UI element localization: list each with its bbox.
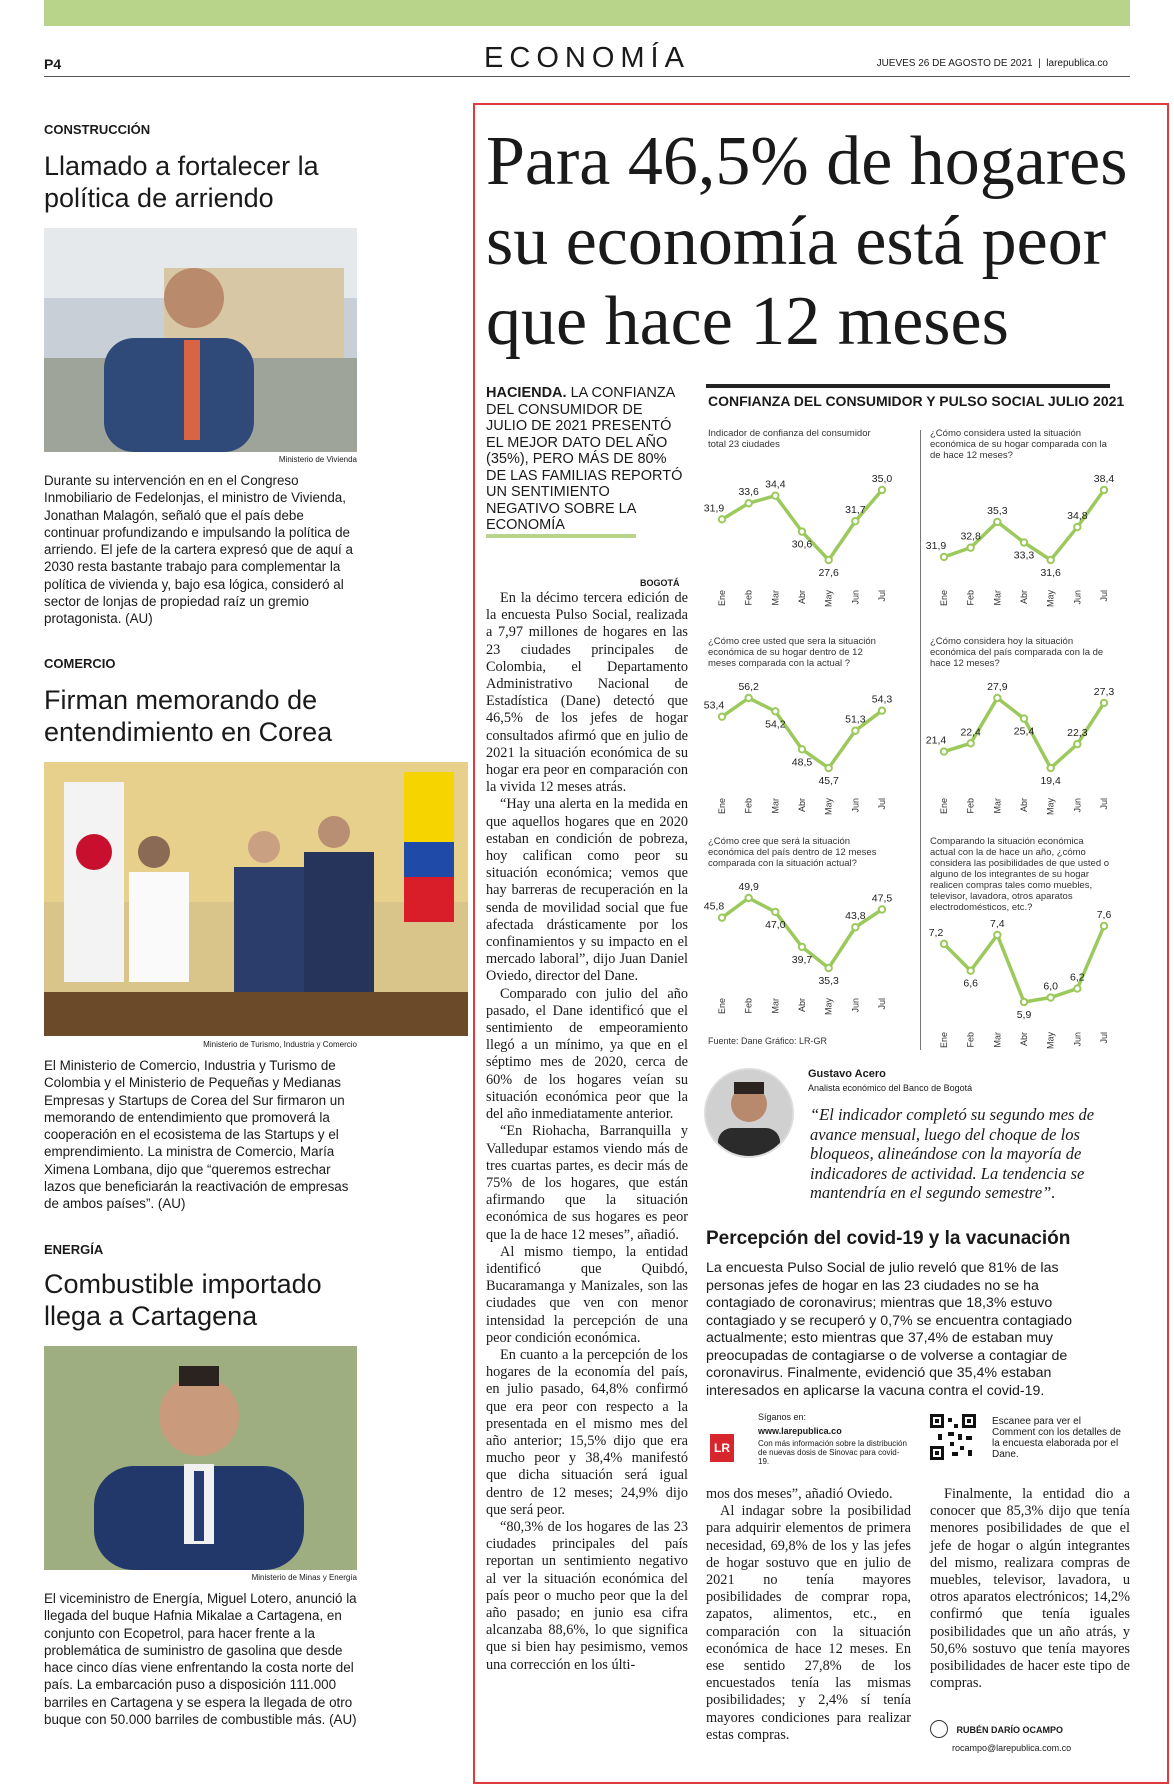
data-point	[825, 765, 831, 771]
line-chart-5	[703, 836, 896, 1036]
x-tick-label: Feb	[743, 798, 754, 814]
paragraph: Al mismo tiempo, la entidad identificó que Quibdó, Bucaramanga y Manizales, son las ciudades que ven con menor intensidad la percepción de una peor condición económica.	[486, 1243, 688, 1346]
top-color-bar	[44, 0, 1130, 26]
data-label: 47,0	[765, 918, 786, 931]
chart-question: Comparando la situación económica actual con la de hace un año, ¿cómo considera las posibilidades de que usted o alguno de los integrantes de su hogar realicen compras tales como muebles, televisor, lavadora, otros aparatos electrodomésticos, etc.?	[930, 836, 1110, 913]
line-chart-1	[703, 428, 896, 628]
data-label: 38,4	[1093, 473, 1115, 485]
x-tick-label: Jul	[1099, 1032, 1109, 1044]
x-tick-label: Jun	[850, 998, 861, 1013]
comment-icon	[930, 1720, 948, 1738]
x-tick-label: Mar	[770, 998, 781, 1014]
data-point	[1047, 765, 1053, 771]
x-tick-label: Mar	[770, 798, 781, 814]
data-label: 49,9	[738, 881, 759, 893]
data-label: 27,3	[1093, 685, 1115, 698]
line-chart-6	[928, 836, 1118, 1056]
x-tick-label: Ene	[939, 590, 949, 607]
data-point	[719, 713, 725, 719]
data-point	[1021, 999, 1027, 1005]
data-point	[1101, 700, 1107, 706]
data-label: 51,3	[845, 713, 866, 726]
kicker-energia: ENERGÍA	[44, 1242, 104, 1257]
deck	[486, 385, 686, 534]
kicker-construccion: CONSTRUCCIÓN	[44, 122, 151, 137]
quote-text: “El indicador completó su segundo mes de avance mensual, luego del choque de los bloqueos, alineándose con la mayoría de indicadores de actividad. La tendencia se mantendría en el segundo semestre”.	[810, 1105, 1095, 1202]
x-tick-label: Abr	[797, 798, 807, 813]
byline	[930, 1720, 1071, 1756]
data-point	[852, 518, 858, 524]
date-text: JUEVES 26 DE AGOSTO DE 2021	[876, 58, 1033, 69]
chart-top-rule	[706, 384, 1110, 388]
data-label: 7,2	[928, 926, 944, 939]
photo-corea-signing	[44, 762, 468, 1036]
data-point	[967, 968, 973, 974]
data-point	[941, 941, 947, 947]
data-label: 31,9	[925, 539, 947, 552]
data-point	[1047, 994, 1053, 1000]
paragraph: Comparado con julio del año pasado, el Dane identificó que el sentimiento de empeoramiento llegó a un mínimo, ya que en el séptimo mes de 2020, cerca de 60% de los hogares veían su situación económica peor que la del año inmediatamente anterior.	[486, 985, 688, 1123]
x-tick-label: Feb	[965, 590, 976, 606]
x-tick-label: May	[1045, 798, 1056, 816]
data-point	[967, 544, 973, 550]
x-tick-label: May	[823, 998, 834, 1016]
data-label: 7,6	[1096, 909, 1112, 921]
data-label: 27,9	[987, 681, 1008, 693]
quote-role: Analista económico del Banco de Bogotá	[808, 1083, 973, 1093]
data-label: 45,7	[818, 775, 839, 787]
body-column-1	[486, 590, 688, 1674]
data-label: 33,6	[738, 486, 759, 499]
credit-energia: Ministerio de Minas y Energía	[251, 1573, 357, 1582]
x-tick-label: Abr	[797, 590, 807, 605]
x-tick-label: Jun	[1072, 798, 1083, 813]
data-point	[1021, 539, 1027, 545]
deck-text: LA CONFIANZA DEL CONSUMIDOR DE JULIO DE 2021 PRESENTÓ EL MEJOR DATO DEL AÑO (35%), PERO MÁS DE 80% DE LAS FAMILIAS REPORTÓ UN SENTIMIENTO NEGATIVO SOBRE LA ECONOMÍA	[486, 385, 683, 533]
x-tick-label: May	[1045, 1032, 1056, 1050]
data-label: 31,6	[1040, 567, 1061, 579]
data-label: 45,8	[703, 900, 725, 913]
chart-source: Fuente: Dane Gráfico: LR-GR	[708, 1036, 828, 1046]
x-tick-label: Jul	[1099, 590, 1109, 602]
paragraph: Al indagar sobre la posibilidad para adquirir elementos de primera necesidad, 69,8% de los y las jefes de hogar sostuvo que en julio de 2021 no tenía mayores posibilidades de comprar ropa, zapatos, alimentos, etc., en comparación con la situación económica de hace 12 meses. En ese sentido 27,8% de los encuestados tenía las mismas posibilidades; y 2,4% sí tenía mayores condiciones para realizar estas compras.	[706, 1503, 911, 1743]
data-label: 54,3	[871, 693, 893, 706]
data-label: 19,4	[1040, 775, 1061, 787]
section-title: ECONOMÍA	[484, 42, 690, 74]
paragraph: Finalmente, la entidad dio a conocer que 85,3% dijo que tenía menores posibilidades de que el jefe de hogar o algún integrantes del mismo, realizara compras de muebles, televisor, lavadora, u otros aparatos electrónicos; 14,2% confirmó que tenía iguales posibilidades que un año atrás, y 50,6% sostuvo que tenía mayores posibilidades de hacer este tipo de compras.	[930, 1486, 1130, 1692]
kicker-comercio: COMERCIO	[44, 656, 116, 671]
main-headline: Para 46,5% de hogares su economía está peor que hace 12 meses	[486, 123, 1128, 360]
data-label: 35,3	[987, 504, 1008, 517]
headline-comercio: Firman memorando de entendimiento en Corea	[44, 685, 333, 747]
data-point	[967, 740, 973, 746]
data-label: 53,4	[703, 699, 725, 712]
photo-minister-vivienda	[44, 228, 357, 452]
data-point	[772, 708, 778, 714]
headline-energia: Combustible importado llega a Cartagena	[44, 1269, 322, 1331]
chart-divider	[920, 430, 921, 1050]
byline-email: rocampo@larepublica.com.co	[952, 1743, 1072, 1754]
deck-rule	[486, 534, 636, 538]
data-point	[852, 924, 858, 930]
data-label: 31,9	[703, 502, 725, 515]
location-tag: BOGOTÁ	[640, 578, 680, 588]
data-point	[941, 554, 947, 560]
data-point	[1074, 741, 1080, 747]
data-label: 6,0	[1043, 980, 1058, 993]
x-tick-label: Jun	[1072, 1032, 1083, 1047]
data-point	[799, 528, 805, 534]
paragraph: “Hay una alerta en la medida en que aquellos hogares que en 2020 estaban en condición de pobreza, hoy califican como peor su situación económica; vemos que hay barreras de recuperación en la senda de movilidad social que fue afectada drásticamente por los confinamientos y su impacto en el mercado laboral”, dijo Juan Daniel Oviedo, director del Dane.	[486, 796, 688, 985]
data-label: 6,6	[963, 977, 978, 990]
x-tick-label: Ene	[717, 998, 727, 1015]
chart-svg	[925, 636, 1118, 866]
data-point	[879, 906, 885, 912]
chart-svg	[928, 836, 1118, 1066]
line-chart-4	[925, 636, 1118, 836]
data-point	[1074, 524, 1080, 530]
quote-name: Gustavo Acero	[808, 1068, 886, 1080]
data-point	[772, 909, 778, 915]
data-label: 6,2	[1070, 971, 1085, 984]
x-tick-label: Ene	[717, 590, 727, 607]
data-label: 56,2	[738, 681, 759, 693]
follow-note: Con más información sobre la distribución de nuevas dosis de Sinovac para covid-19.	[758, 1439, 907, 1466]
x-tick-label: Mar	[992, 798, 1003, 814]
x-tick-label: Jul	[877, 798, 887, 810]
deck-kicker: HACIENDA.	[486, 385, 567, 401]
chart-svg	[703, 836, 896, 1066]
data-label: 54,2	[765, 718, 786, 731]
paragraph: “80,3% de los hogares de las 23 ciudades principales del país reportan un sentimiento negativo al ver la situación económica del país peor o mucho peor que la del año pasado; en junio esa cifra alcanzaba 88,6%, lo que significa que si bien hay pesimismo, vemos una corrección en los últi-	[486, 1518, 688, 1673]
dateline: JUEVES 26 DE AGOSTO DE 2021 | larepublica.co	[876, 58, 1108, 69]
data-label: 25,4	[1013, 725, 1035, 738]
chart-svg	[703, 636, 896, 866]
x-tick-label: Jun	[1072, 590, 1083, 605]
page-number: P4	[44, 56, 62, 72]
data-label: 35,3	[818, 975, 839, 987]
x-tick-label: Jun	[850, 798, 861, 813]
x-tick-label: Mar	[992, 1032, 1003, 1048]
covid-title: Percepción del covid-19 y la vacunación	[706, 1228, 1071, 1249]
chart-svg	[925, 428, 1118, 658]
x-tick-label: Mar	[992, 590, 1003, 606]
avatar	[704, 1068, 794, 1158]
data-label: 34,4	[765, 478, 786, 491]
data-label: 22,4	[960, 726, 981, 739]
line-chart-2	[925, 428, 1118, 628]
chart-question: ¿Cómo cree usted que sera la situación económica de su hogar dentro de 12 meses comparada con la actual ?	[708, 636, 876, 669]
follow-site[interactable]: www.larepublica.co	[758, 1426, 842, 1436]
data-label: 47,5	[871, 892, 893, 905]
data-label: 22,3	[1067, 727, 1088, 740]
chart-question: ¿Cómo cree que será la situación económica del país dentro de 12 meses comparada con la situación actual?	[708, 836, 877, 869]
follow-box	[706, 1412, 1126, 1492]
data-point	[879, 487, 885, 493]
chart-question: ¿Cómo considera hoy la situación económica del país comparada con la de hace 12 meses?	[930, 636, 1104, 669]
credit-comercio: Ministerio de Turismo, Industria y Comercio	[203, 1040, 357, 1049]
headline-construccion: Llamado a fortalecer la política de arriendo	[44, 151, 319, 213]
covid-text: La encuesta Pulso Social de julio reveló que 81% de las personas jefes de hogar en las 23 ciudades no se ha contagiado de coronavirus; mientras que 18,3% estuvo contagiado y se recuperó y 0,7% se encuentra contagiado actualmente; esto mientras que 37,4% de estaban muy preocupadas de contagiarse o de volverse a contagiar de coronavirus. Finalmente, evidenció que 35,4% estaban interesados en aplicarse la vacuna contra el covid-19.	[706, 1260, 1072, 1399]
text-energia: El viceministro de Energía, Miguel Lotero, anunció la llegada del buque Hafnia Mikalae a Cartagena, en conjunto con Ecopetrol, para hacer frente a la problemática de suministro de gasolina que desde hace cinco días viene enfrentando la costa norte del país. La embarcación puso a disposición 111.000 barriles en Cartagena y se espera la llegada de otro buque con 50.000 barriles de combustible más. (AU)	[44, 1591, 357, 1728]
x-tick-label: Abr	[1019, 1032, 1029, 1047]
chart-section-title: CONFIANZA DEL CONSUMIDOR Y PULSO SOCIAL JULIO 2021	[708, 393, 1125, 409]
data-point	[825, 557, 831, 563]
data-label: 7,4	[990, 917, 1005, 930]
x-tick-label: Feb	[743, 590, 754, 606]
data-point	[719, 516, 725, 522]
data-label: 31,7	[845, 504, 866, 517]
line-chart-3	[703, 636, 896, 836]
body-column-2	[706, 1486, 911, 1744]
data-label: 43,8	[845, 910, 866, 923]
data-label: 30,6	[791, 538, 813, 551]
data-label: 48,5	[791, 756, 813, 769]
x-tick-label: Jul	[877, 998, 887, 1010]
byline-name: RUBÉN DARÍO OCAMPO	[956, 1725, 1063, 1736]
data-label: 35,0	[871, 473, 893, 485]
lr-logo: LR	[710, 1434, 734, 1462]
credit-construccion: Ministerio de Vivienda	[278, 455, 357, 464]
data-point	[852, 727, 858, 733]
data-point	[1021, 715, 1027, 721]
paragraph: mos dos meses”, añadió Oviedo.	[706, 1486, 893, 1502]
site-text: larepublica.co	[1046, 58, 1108, 69]
data-point	[994, 932, 1000, 938]
data-point	[941, 748, 947, 754]
qr-code-graphic	[930, 1414, 976, 1460]
x-tick-label: May	[823, 798, 834, 816]
x-tick-label: Feb	[743, 998, 754, 1014]
data-label: 39,7	[791, 953, 813, 966]
x-tick-label: Abr	[797, 998, 807, 1013]
data-point	[825, 965, 831, 971]
data-point	[994, 519, 1000, 525]
x-tick-label: Jun	[850, 590, 861, 605]
masthead-rule	[44, 76, 1130, 77]
photo-viceministro-energia-image	[44, 1346, 357, 1570]
data-point	[745, 500, 751, 506]
data-point	[799, 746, 805, 752]
text-comercio: El Ministerio de Comercio, Industria y Turismo de Colombia y el Ministerio de Pequeñas y Medianas Empresas y Startups de Corea del Sur firmaron un memorando de entendimiento que promoverá la cooperación en el ecosistema de las Startups y el emprendimiento. La ministra de Comercio, María Ximena Lombana, dijo que “queremos estrechar lazos que beneficiarán la reactivación de empresas de ambos países”. (AU)	[44, 1058, 349, 1212]
data-point	[994, 695, 1000, 701]
data-point	[879, 707, 885, 713]
chart-svg	[703, 428, 896, 658]
follow-label: Síganos en:	[758, 1412, 807, 1422]
x-tick-label: Feb	[965, 1032, 976, 1048]
paragraph: En la décimo tercera edición de la encuesta Pulso Social, realizada a 7,97 millones de hogares en las 23 ciudades principales de Colombia, el Departamento Administrativo Nacional de Estadística (Dane) detectó que 46,5% de los jefes de hogar consultados afirmó que en julio de 2021 la situación económica de su hogar era peor en comparación con la vivida 12 meses atrás.	[486, 590, 688, 796]
data-point	[1074, 985, 1080, 991]
data-point	[799, 944, 805, 950]
data-point	[772, 492, 778, 498]
body-column-3	[930, 1486, 1130, 1692]
chart-question: Indicador de confianza del consumidor total 23 ciudades	[708, 428, 871, 450]
photo-viceministro-energia	[44, 1346, 357, 1570]
data-point	[1101, 487, 1107, 493]
photo-minister-vivienda-image	[44, 228, 357, 452]
data-point	[1101, 923, 1107, 929]
x-tick-label: Jul	[877, 590, 887, 602]
avatar-image	[706, 1070, 792, 1156]
x-tick-label: May	[1045, 590, 1056, 608]
x-tick-label: Feb	[965, 798, 976, 814]
data-label: 21,4	[925, 734, 947, 747]
scan-text: Escanee para ver el Comment con los detalles de la encuesta elaborada por el Dane.	[992, 1416, 1121, 1460]
x-tick-label: Ene	[939, 798, 949, 815]
x-tick-label: Ene	[717, 798, 727, 815]
paragraph: “En Riohacha, Barranquilla y Valledupar estamos viendo más de tres cuartas partes, es decir más de 75% de los hogares, que están afirmando que la situación económica de sus hogares es peor que la de hace 12 meses”, añadió.	[486, 1123, 688, 1243]
x-tick-label: Abr	[1019, 590, 1029, 605]
data-point	[745, 895, 751, 901]
data-label: 34,8	[1067, 510, 1088, 523]
data-point	[745, 695, 751, 701]
x-tick-label: Mar	[770, 590, 781, 606]
data-label: 32,8	[960, 530, 981, 543]
chart-question: ¿Cómo considera usted la situación económica de su hogar comparada con la de hace 12 meses?	[930, 428, 1107, 461]
data-label: 5,9	[1016, 1009, 1032, 1021]
data-label: 33,3	[1013, 549, 1035, 562]
data-label: 27,6	[818, 567, 839, 579]
data-point	[719, 914, 725, 920]
photo-corea-signing-image	[44, 762, 468, 1036]
x-tick-label: Jul	[1099, 798, 1109, 810]
qr-code-icon[interactable]	[930, 1414, 976, 1460]
x-tick-label: Abr	[1019, 798, 1029, 813]
paragraph: En cuanto a la percepción de los hogares de la economía del país, en julio pasado, 64,8% confirmó que era peor con respecto a la presentada en el mismo mes del año anterior; 15,5% dijo que era mucho peor y 38,4% manifestó que dicha situación será igual dentro de 12 meses; 24,9% dijo que será peor.	[486, 1346, 688, 1518]
text-construccion: Durante su intervención en en el Congreso Inmobiliario de Fedelonjas, el ministro de Vivienda, Jonathan Malagón, señaló que el país debe continuar profundizando e impulsando la política de arriendo. El jefe de la cartera expresó que de aquí a 2030 resta bastante trabajo para complementar la política de vivienda y, bajo esa lógica, consideró al sector de lonjas de propiedad raíz un gremio protagonista. (AU)	[44, 473, 353, 627]
data-point	[1047, 557, 1053, 563]
x-tick-label: May	[823, 590, 834, 608]
x-tick-label: Ene	[939, 1032, 949, 1049]
